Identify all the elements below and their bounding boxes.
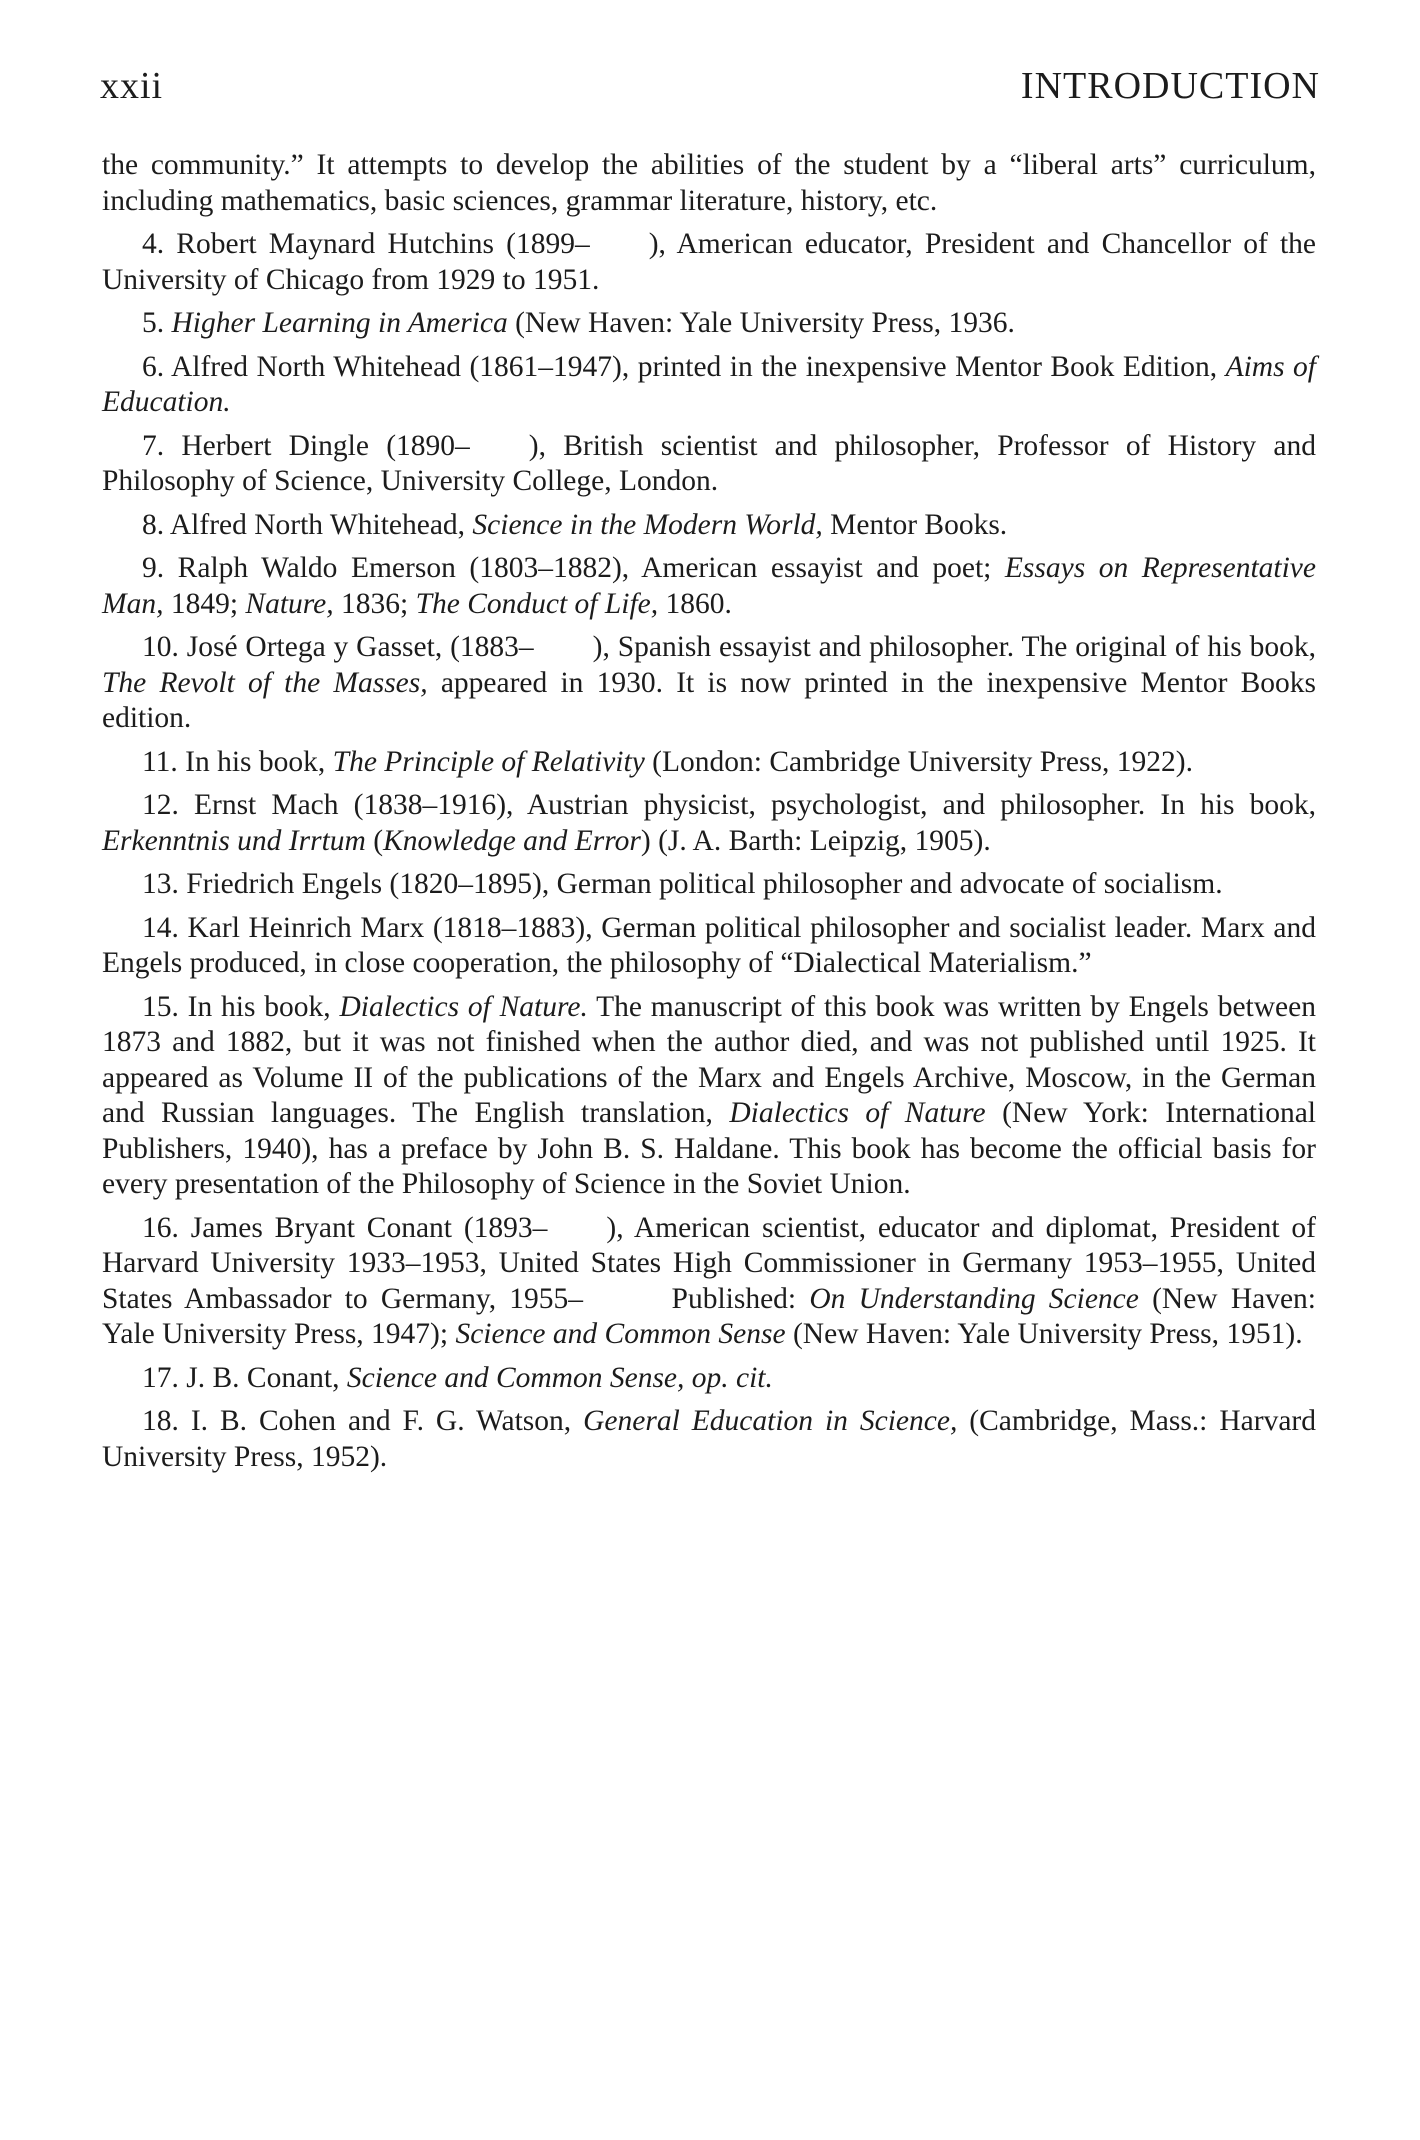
note-text: 14. Karl Heinrich Marx (1818–1883), German political philosopher and socialist leader. Marx and Engels produced, in close cooperation, the philosophy of “Dialectical Materialism.” (102, 911, 1316, 979)
endnote-entry (102, 745, 1316, 781)
note-text: 18. I. B. Cohen and F. G. Watson, (142, 1405, 584, 1437)
page-header (100, 64, 1320, 124)
note-text: appeared in 1930. It is now printed in the inexpensive Mentor Books edition. (102, 666, 1316, 734)
italic-title-text: The Revolt of the Masses, (102, 666, 428, 699)
endnote-entry (102, 429, 1316, 500)
continued-paragraph (102, 148, 1316, 219)
endnote-entry (102, 306, 1316, 342)
italic-title-text: Science and Common Sense (455, 1318, 786, 1350)
endnote-entry (102, 1404, 1316, 1475)
note-text: The manuscript of this book was written by Engels between 1873 and 1882, but it was not finished when the author died, and was not published until 1925. It appeared as Volume II of the publications of the Marx and Engels Archive, Moscow, in the German and Russian languages. The English translation, (102, 990, 1316, 1129)
running-head: INTRODUCTION (1020, 65, 1320, 107)
italic-title-text: Nature, (245, 587, 334, 620)
italic-title-text: Dialectics of Nature (729, 1097, 986, 1129)
endnote-entry (102, 630, 1316, 737)
note-text: 13. Friedrich Engels (1820–1895), German political philosopher and advocate of socialism. (142, 868, 1223, 900)
note-text: 6. Alfred North Whitehead (1861–1947), printed in the inexpensive Mentor Book Edition, (142, 350, 1226, 383)
italic-title-text: Science in the Modern World, (472, 508, 823, 541)
note-text: Mentor Books. (822, 508, 1008, 541)
note-text: the community.” It attempts to develop the abilities of the student by a “liberal arts” curriculum, including mathematics, basic sciences, grammar literature, history, etc. (102, 149, 1316, 217)
italic-title-text: Knowledge and Error (383, 824, 641, 857)
note-text: 17. J. B. Conant, (142, 1361, 347, 1394)
note-text: (New York: International Publishers, 1940), has a preface by John B. S. Haldane. This book has become the official basis for every presentation of the Philosophy of Science in the Soviet Union. (102, 1097, 1316, 1200)
italic-title-text: Dialectics of Nature. (339, 990, 588, 1023)
note-text: 1836; (333, 587, 416, 620)
italic-title-text: The Conduct of Life, (415, 587, 659, 620)
endnote-entry (102, 867, 1316, 903)
endnote-entry (102, 551, 1316, 622)
endnote-entry (102, 911, 1316, 982)
note-text: 7. Herbert Dingle (1890– ), British scientist and philosopher, Professor of History and Philosophy of Science, University College, London. (102, 429, 1316, 497)
endnote-entry (102, 1361, 1316, 1397)
endnote-entry (102, 990, 1316, 1203)
note-text: 12. Ernst Mach (1838–1916), Austrian physicist, psychologist, and philosopher. In his book, (142, 789, 1316, 821)
note-text: 5. (142, 307, 172, 339)
endnotes-body (102, 148, 1316, 1483)
note-text: 15. In his book, (142, 990, 340, 1023)
endnote-entry (102, 508, 1316, 544)
italic-title-text: Erkenntnis und Irrtum (102, 824, 366, 857)
note-text: 16. James Bryant Conant (1893– ), American scientist, educator and diplomat, President of Harvard University 1933–1953, United States High Commissioner in Germany 1953–1955, United States Ambassador to Germany, 1955– Published: (102, 1211, 1316, 1315)
italic-title-text: General Education in Science, (583, 1405, 958, 1437)
note-text: (London: Cambridge University Press, 1922). (644, 745, 1193, 778)
endnote-entry (102, 1211, 1316, 1353)
note-text: 1849; (163, 587, 246, 620)
note-text: ) (J. A. Barth: Leipzig, 1905). (640, 824, 991, 857)
italic-title-text: On Understanding Science (809, 1282, 1139, 1315)
note-text: 11. In his book, (142, 745, 333, 778)
endnote-entry (102, 350, 1316, 421)
note-text: (New Haven: Yale University Press, 1936. (507, 307, 1015, 339)
note-text: (New Haven: Yale University Press, 1947); (102, 1282, 1317, 1350)
note-text: ( (365, 824, 384, 857)
note-text: (Cambridge, Mass.: Harvard University Press, 1952). (102, 1405, 1316, 1473)
note-text: 8. Alfred North Whitehead, (142, 508, 473, 541)
italic-title-text: Higher Learning in America (171, 307, 508, 339)
italic-title-text: Science and Common Sense, op. cit. (346, 1361, 773, 1394)
italic-title-text: Essays on Representative Man, (102, 552, 1316, 620)
note-text: 1860. (658, 587, 732, 620)
endnote-entry (102, 227, 1316, 298)
italic-title-text: Aims of Education. (102, 350, 1316, 418)
page-number: xxii (100, 65, 164, 107)
italic-title-text: The Principle of Relativity (332, 745, 645, 778)
note-text: 9. Ralph Waldo Emerson (1803–1882), American essayist and poet; (142, 552, 1005, 584)
note-text: 10. José Ortega y Gasset, (1883– ), Spanish essayist and philosopher. The original of his book, (142, 631, 1316, 663)
note-text: (New Haven: Yale University Press, 1951). (785, 1318, 1303, 1350)
endnote-entry (102, 788, 1316, 859)
note-text: 4. Robert Maynard Hutchins (1899– ), American educator, President and Chancellor of the University of Chicago from 1929 to 1951. (102, 228, 1316, 296)
